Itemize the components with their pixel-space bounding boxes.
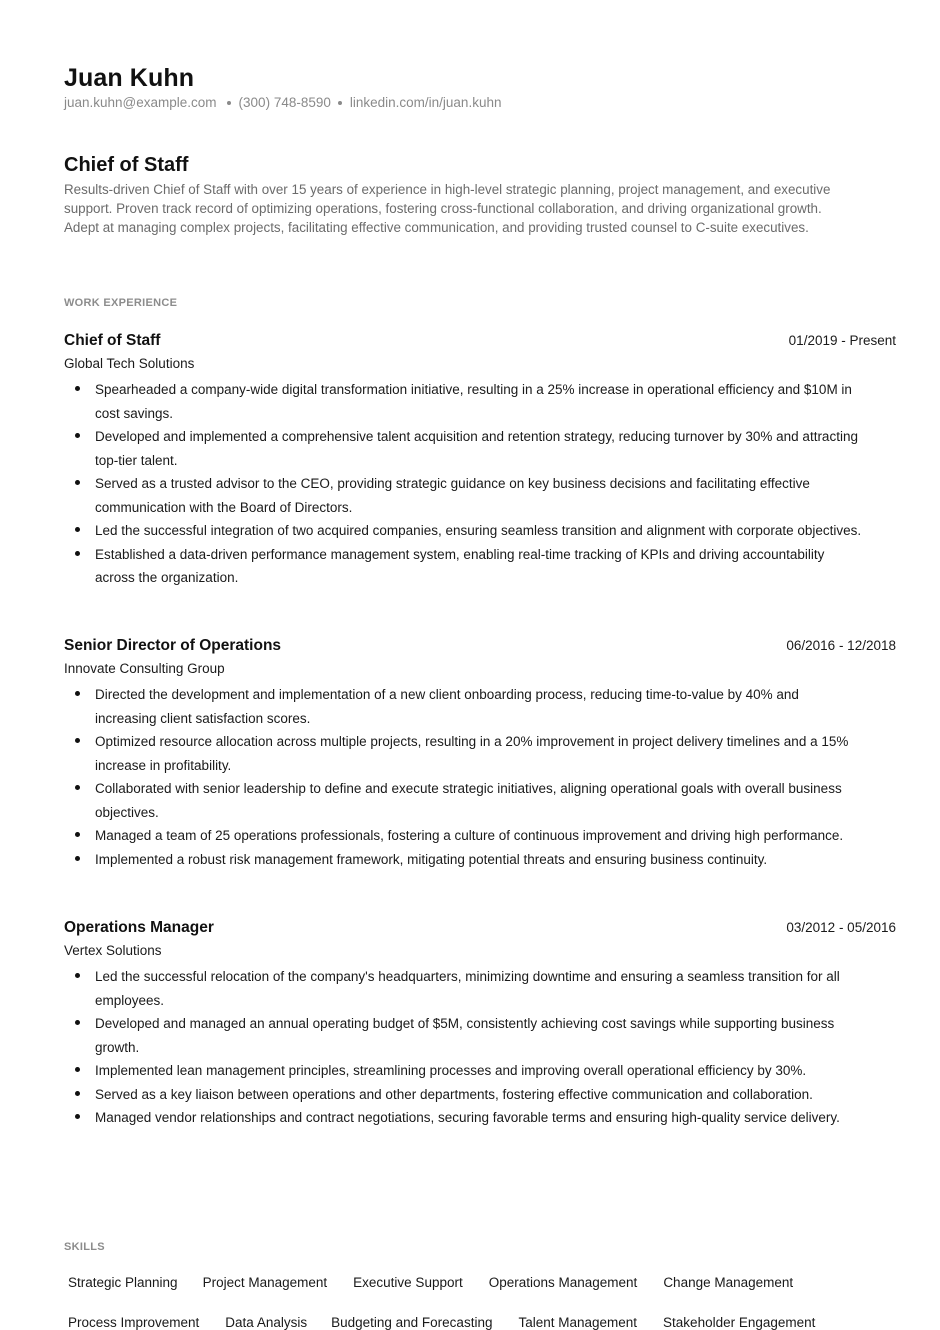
phone-number: (300) 748-8590 xyxy=(238,95,331,110)
bullet-text: Implemented lean management principles, streamlining processes and improving overall operational efficiency by 30%. xyxy=(95,1063,807,1078)
bullet-text: Implemented a robust risk management framework, mitigating potential threats and ensuring business continuity. xyxy=(95,851,768,867)
linkedin-link[interactable]: linkedin.com/in/juan.kuhn xyxy=(349,95,502,110)
job-bullet xyxy=(64,848,864,872)
job-bullet xyxy=(64,378,864,425)
bullet-icon xyxy=(75,1091,80,1096)
job-bullet xyxy=(64,730,864,777)
job-bullet xyxy=(64,1083,864,1107)
profile-summary: Results-driven Chief of Staff with over 15 years of experience in high-level strategic planning, project management, and executive support. Proven track record of optimizing operations, fostering cross-functional collaboration, and driving organizational growth. Adept at managing complex projects, facilitating effective communication, and providing trusted counsel to C-suite executives. xyxy=(64,182,831,236)
bullet-text: Established a data-driven performance management system, enabling real-time tracking of KPIs and driving accountability across the organization. xyxy=(95,546,825,585)
skill-tag: Strategic Planning xyxy=(68,1274,178,1290)
job-entry xyxy=(64,332,896,590)
section-heading-work-experience: WORK EXPERIENCE xyxy=(64,297,178,309)
skill-tag: Data Analysis xyxy=(225,1314,308,1330)
bullet-icon xyxy=(75,527,80,532)
job-title: Senior Director of Operations xyxy=(64,637,282,654)
bullet-icon xyxy=(75,973,80,978)
job-bullet xyxy=(64,472,864,519)
bullet-text: Managed a team of 25 operations professionals, fostering a culture of continuous improvement and driving high performance. xyxy=(95,828,844,843)
separator-dot-icon xyxy=(338,101,342,105)
profile-title: Chief of Staff xyxy=(64,154,189,176)
bullet-text: Spearheaded a company-wide digital transformation initiative, resulting in a 25% increase in operational efficiency and $10M in cost savings. xyxy=(95,382,852,421)
job-bullets xyxy=(64,378,896,590)
bullet-icon xyxy=(75,691,80,696)
separator-dot-icon xyxy=(227,101,231,105)
bullet-icon xyxy=(75,480,80,485)
job-company: Vertex Solutions xyxy=(64,943,162,958)
job-dates: 06/2016 - 12/2018 xyxy=(786,638,896,653)
job-bullet xyxy=(64,777,864,824)
bullet-icon xyxy=(75,386,80,391)
bullet-text: Led the successful relocation of the company's headquarters, minimizing downtime and ensuring a seamless transition for all employees. xyxy=(95,969,840,1008)
job-bullet xyxy=(64,425,864,472)
skills-row xyxy=(64,1271,904,1293)
email-link[interactable]: juan.kuhn@example.com xyxy=(64,95,217,110)
skill-tag: Talent Management xyxy=(518,1314,638,1330)
job-bullets xyxy=(64,683,896,871)
job-bullet xyxy=(64,965,864,1012)
skill-tag: Budgeting and Forecasting xyxy=(331,1314,493,1330)
job-bullet xyxy=(64,543,864,590)
skill-tag: Stakeholder Engagement xyxy=(663,1314,816,1330)
bullet-text: Optimized resource allocation across multiple projects, resulting in a 20% improvement in project delivery timelines and a 15% increase in profitability. xyxy=(95,734,849,773)
bullet-text: Managed vendor relationships and contract negotiations, securing favorable terms and ensuring high-quality service delivery. xyxy=(95,1110,840,1125)
bullet-text: Served as a trusted advisor to the CEO, providing strategic guidance on key business decisions and facilitating effective communication with the Board of Directors. xyxy=(95,476,810,515)
section-heading-skills: SKILLS xyxy=(64,1241,105,1253)
bullet-icon xyxy=(75,1114,80,1119)
bullet-text: Collaborated with senior leadership to define and execute strategic initiatives, aligning operational goals with overall business objectives. xyxy=(95,781,842,820)
job-title: Operations Manager xyxy=(64,919,214,936)
bullet-text: Developed and implemented a comprehensive talent acquisition and retention strategy, reducing turnover by 30% and attracting top-tier talent. xyxy=(95,429,858,468)
bullet-icon xyxy=(75,1067,80,1072)
skills-row xyxy=(64,1311,904,1330)
bullet-text: Led the successful integration of two acquired companies, ensuring seamless transition and alignment with corporate objectives. xyxy=(95,523,862,538)
skill-tag: Executive Support xyxy=(353,1274,463,1290)
skill-tag: Operations Management xyxy=(488,1274,638,1290)
bullet-text: Directed the development and implementation of a new client onboarding process, reducing time-to-value by 40% and increasing client satisfaction scores. xyxy=(95,687,799,726)
bullet-icon xyxy=(75,832,80,837)
skill-tag: Process Improvement xyxy=(68,1314,200,1330)
bullet-text: Served as a key liaison between operations and other departments, fostering effective communication and collaboration. xyxy=(95,1086,813,1102)
job-bullet xyxy=(64,1106,864,1130)
job-company: Innovate Consulting Group xyxy=(64,661,225,676)
job-entry xyxy=(64,637,896,871)
contact-line xyxy=(64,95,501,110)
bullet-icon xyxy=(75,551,80,556)
bullet-icon xyxy=(75,1020,80,1025)
skills-list xyxy=(64,1271,904,1330)
bullet-icon xyxy=(75,856,80,861)
skill-tag: Change Management xyxy=(663,1274,794,1290)
job-title: Chief of Staff xyxy=(64,332,161,349)
bullet-icon xyxy=(75,785,80,790)
job-bullets xyxy=(64,965,896,1130)
job-bullet xyxy=(64,683,864,730)
bullet-icon xyxy=(75,433,80,438)
job-dates: 03/2012 - 05/2016 xyxy=(786,920,896,935)
job-bullet xyxy=(64,519,864,543)
job-bullet xyxy=(64,1059,864,1083)
job-dates: 01/2019 - Present xyxy=(788,333,896,348)
job-bullet xyxy=(64,1012,864,1059)
candidate-name: Juan Kuhn xyxy=(64,64,195,92)
job-company: Global Tech Solutions xyxy=(64,356,195,371)
bullet-icon xyxy=(75,738,80,743)
bullet-text: Developed and managed an annual operating budget of $5M, consistently achieving cost savings while supporting business growth. xyxy=(95,1016,835,1055)
skill-tag: Project Management xyxy=(202,1274,328,1290)
job-entry xyxy=(64,919,896,1130)
job-bullet xyxy=(64,824,864,848)
